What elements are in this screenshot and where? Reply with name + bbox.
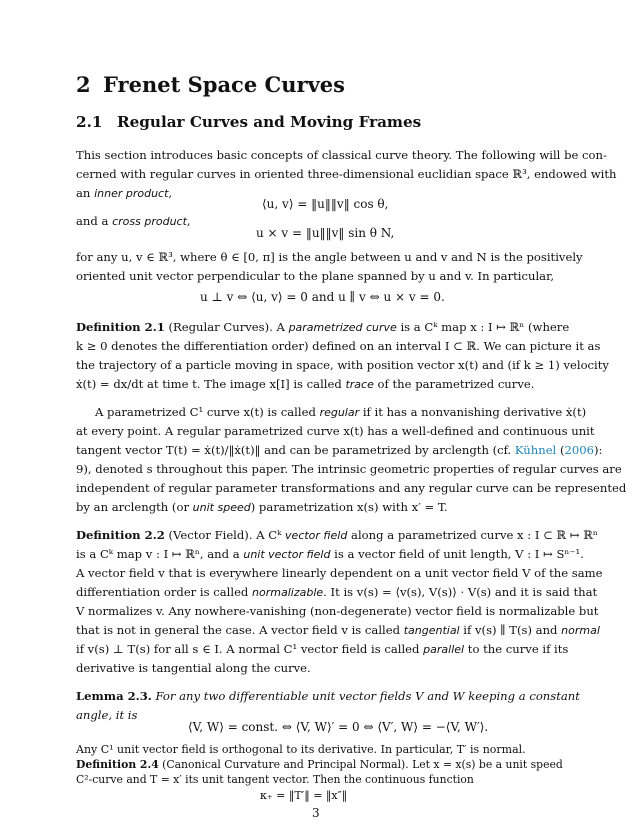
equation-orthogonality: u ⊥ v ⇔ ⟨u, v⟩ = 0 and u ∥ v ⇔ u × v = 0. — [200, 290, 445, 304]
subsection-number: 2.1 — [76, 113, 103, 131]
def-2-1-label: Definition 2.1 — [76, 320, 165, 334]
def-2-2-line-8: derivative is tangential along the curve. — [76, 661, 311, 675]
def-2-2-label: Definition 2.2 — [76, 528, 165, 542]
intro-line-4: and a cross product, — [76, 214, 191, 228]
lemma-2-3-equation: ⟨V, W⟩ = const. ⇔ ⟨V, W⟩′ = 0 ⇔ ⟨V′, W⟩ = −⟨V, W′⟩. — [188, 720, 489, 734]
def-2-2-line-5: V normalizes v. Any nowhere-vanishing (non-degenerate) vector field is normalizable but — [76, 604, 599, 618]
page-number: 3 — [312, 806, 320, 820]
intro-line-6: oriented unit vector perpendicular to the plane spanned by u and v. In particular, — [76, 269, 555, 283]
citation-kuhnel[interactable]: Kühnel — [514, 443, 557, 457]
def-2-2-line-3: A vector field v that is everywhere linearly dependent on a unit vector field V of the same — [76, 566, 603, 580]
equation-cross-product: u × v = ‖u‖‖v‖ sin θ N, — [256, 226, 395, 240]
lemma-2-3-line-1: Lemma 2.3. For any two differentiable unit vector fields V and W keeping a constant — [76, 689, 580, 703]
def-2-4-line-1: Definition 2.4 (Canonical Curvature and Principal Normal). Let x = x(s) be a unit speed — [76, 758, 563, 771]
section-title: Frenet Space Curves — [103, 72, 345, 97]
equation-inner-product: ⟨u, v⟩ = ‖u‖‖v‖ cos θ, — [262, 197, 389, 211]
def-2-4-line-2: C²-curve and T = x′ its unit tangent vector. Then the continuous function — [76, 773, 474, 786]
term-cross-product: cross product — [112, 215, 187, 228]
def-2-1-line-4: ẋ(t) = dx/dt at time t. The image x[I] is called trace of the parametrized curve. — [76, 377, 535, 391]
def-2-1-line-1: Definition 2.1 (Regular Curves). A parametrized curve is a Cᵏ map x : I ↦ ℝⁿ (where — [76, 320, 570, 334]
intro-line-2: cerned with regular curves in oriented three-dimensional euclidian space ℝ³, endowed with — [76, 167, 617, 181]
regular-line-2: at every point. A regular parametrized curve x(t) has a well-defined and continuous unit — [76, 424, 595, 438]
def-2-4-equation: κ₊ = ‖T′‖ = ‖x″‖ — [260, 789, 348, 802]
def-2-4-label: Definition 2.4 — [76, 758, 159, 771]
regular-line-1: A parametrized C¹ curve x(t) is called regular if it has a nonvanishing derivative ẋ(t) — [95, 405, 587, 419]
intro-line-5: for any u, v ∈ ℝ³, where θ ∈ [0, π] is the angle between u and v and N is the positively — [76, 250, 583, 264]
def-2-2-line-2: is a Cᵏ map v : I ↦ ℝⁿ, and a unit vector field is a vector field of unit length, V : I ↦ Sⁿ⁻¹. — [76, 547, 584, 561]
regular-line-6: by an arclength (or unit speed) parametrization x(s) with x′ = T. — [76, 500, 448, 514]
citation-year[interactable]: 2006 — [564, 443, 595, 457]
def-2-2-line-6: that is not in general the case. A vector field v is called tangential if v(s) ∥ T(s) and normal — [76, 623, 600, 637]
regular-line-3: tangent vector T(t) = ẋ(t)/‖ẋ(t)‖ and can be parametrized by arclength (cf. Kühnel (2006): — [76, 443, 603, 457]
subsection-title: Regular Curves and Moving Frames — [117, 113, 422, 131]
lemma-2-3-line-2: angle, it is — [76, 708, 138, 722]
regular-line-5: independent of regular parameter transformations and any regular curve can be represented — [76, 481, 627, 495]
lemma-2-3-line-3: Any C¹ unit vector field is orthogonal to its derivative. In particular, T′ is normal. — [76, 743, 526, 756]
intro-line-1: This section introduces basic concepts of classical curve theory. The following will be con- — [76, 148, 607, 162]
def-2-2-line-4: differentiation order is called normalizable. It is v(s) = ⟨v(s), V(s)⟩ · V(s) and it is said that — [76, 585, 598, 599]
regular-line-4: 9), denoted s throughout this paper. The intrinsic geometric properties of regular curves are — [76, 462, 622, 476]
intro-line-3: an inner product, — [76, 186, 173, 200]
lemma-2-3-label: Lemma 2.3. — [76, 689, 152, 703]
def-2-2-line-1: Definition 2.2 (Vector Field). A Cᵏ vector field along a parametrized curve x : I ⊂ ℝ ↦ ℝⁿ — [76, 528, 598, 542]
def-2-1-line-2: k ≥ 0 denotes the differentiation order) defined on an interval I ⊂ ℝ. We can picture it as — [76, 339, 601, 353]
term-inner-product: inner product — [94, 187, 169, 200]
def-2-2-line-7: if v(s) ⊥ T(s) for all s ∈ I. A normal C¹ vector field is called parallel to the curve if its — [76, 642, 569, 656]
def-2-1-line-3: the trajectory of a particle moving in space, with position vector x(t) and (if k ≥ 1) velocity — [76, 358, 609, 372]
section-number: 2 — [76, 72, 91, 97]
